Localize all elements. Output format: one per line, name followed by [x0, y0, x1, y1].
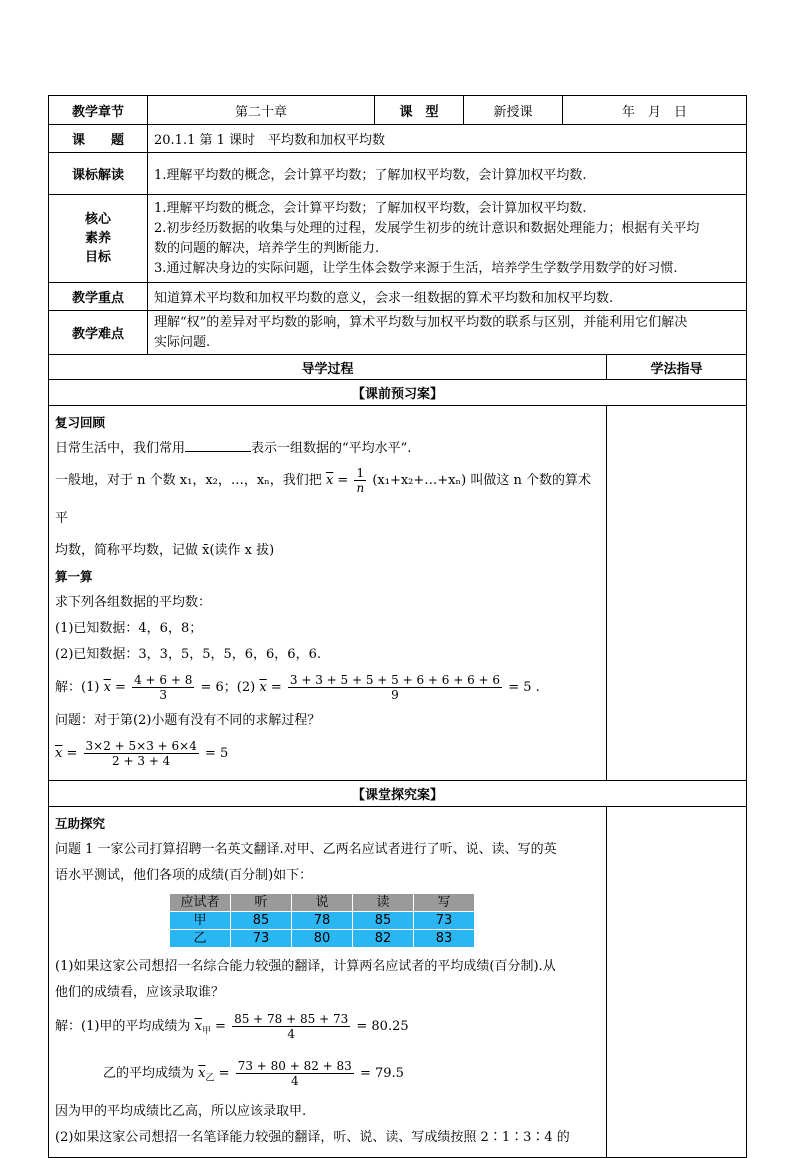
difficulty-row	[49, 311, 747, 355]
topic-label: 课 题	[49, 125, 148, 153]
review-title: 复习回顾	[55, 415, 106, 430]
preview-guide-cell	[607, 406, 747, 781]
key-point-value: 知道算术平均数和加权平均数的意义，会求一组数据的算术平均数和加权平均数.	[148, 283, 747, 311]
date-field: 年 月 日	[563, 96, 747, 125]
solution-jia: 解：(1)甲的平均成绩为 $\overline{x}_甲$ = $\frac{85 + 78 + 85 + 73}{4}$ = 80.25	[55, 1012, 409, 1041]
mean-formula: $\frac{1}{n}$	[356, 466, 365, 495]
explore-content	[49, 807, 607, 1158]
table-row: 乙 73 80 82 83	[170, 930, 475, 948]
part-1-line-2: 他们的成绩看，应该录取谁？	[55, 985, 225, 1000]
explore-title: 互助探究	[55, 816, 106, 831]
preview-section-row	[49, 380, 747, 406]
jia-fraction: $\frac{85 + 78 + 85 + 73}{4}$	[234, 1012, 349, 1041]
lesson-plan	[48, 95, 746, 1158]
standard-value: 1.理解平均数的概念，会计算平均数；了解加权平均数，会计算加权平均数.	[148, 153, 747, 195]
calc-title: 算一算	[55, 569, 93, 584]
explore-guide-cell	[607, 807, 747, 1158]
core-line-2a: 2.初步经历数据的收集与处理的过程，发展学生初步的统计意识和数据处理能力；根据有关平均	[154, 220, 700, 236]
solution-yi: 乙的平均成绩为 $\overline{x}_乙$ = $\frac{73 + 80 + 82 + 83}{4}$ = 79.5	[103, 1058, 404, 1088]
key-point-row	[49, 283, 747, 311]
review-line-1: 日常生活中，我们常用 表示一组数据的“平均水平”.	[55, 436, 600, 462]
review-line-2: 一般地，对于 n 个数 x₁，x₂，…，xₙ，我们把 $\overline{x}$ = $\frac{1}{n}$ (x₁+x₂+…+xₙ) 叫做这 n 个数的算术平	[55, 466, 591, 526]
key-point-label: 教学重点	[49, 283, 148, 311]
scores-table	[169, 893, 475, 948]
chapter-label: 教学章节	[49, 96, 148, 125]
mean-symbol: $\overline{x}$	[325, 473, 334, 488]
fill-blank[interactable]	[185, 437, 251, 452]
calc-intro: 求下列各组数据的平均数：	[55, 595, 212, 610]
topic-value: 20.1.1 第 1 课时 平均数和加权平均数	[148, 125, 747, 153]
preview-content	[49, 406, 607, 781]
chapter-value: 第二十章	[148, 96, 375, 125]
problem-1-line-2: 语水平测试，他们各项的成绩(百分制)如下：	[55, 868, 313, 883]
question-line: 问题：对于第(2)小题有没有不同的求解过程？	[55, 713, 321, 728]
core-line-3: 3.通过解决身边的实际问题，让学生体会数学来源于生活，培养学生学数学用数学的好习惯.	[154, 260, 678, 276]
difficulty-line-2: 实际问题.	[154, 334, 211, 350]
process-column-header: 导学过程	[49, 355, 607, 380]
explore-content-row	[49, 807, 747, 1158]
standard-label: 课标解读	[49, 153, 148, 195]
column-header-row	[49, 355, 747, 380]
explore-section-row	[49, 781, 747, 807]
difficulty-value	[148, 311, 747, 355]
core-line-1: 1.理解平均数的概念，会计算平均数；了解加权平均数，会计算加权平均数.	[154, 200, 587, 216]
difficulty-label: 教学难点	[49, 311, 148, 355]
problem-1-line-1: 问题 1 一家公司打算招聘一名英文翻译.对甲、乙两名应试者进行了听、说、读、写的英	[55, 842, 557, 857]
preview-content-row	[49, 406, 747, 781]
standard-row	[49, 153, 747, 195]
data-2: (2)已知数据：3，3，5，5，5，6，6，6，6.	[55, 647, 321, 662]
core-label-1: 核心	[84, 212, 111, 227]
header-row	[49, 96, 747, 125]
core-value	[148, 195, 747, 283]
part-1-line-1: (1)如果这家公司想招一名综合能力较强的翻译，计算两名应试者的平均成绩(百分制).从	[55, 959, 556, 974]
guide-column-header: 学法指导	[607, 355, 747, 380]
conclusion: 因为甲的平均成绩比乙高，所以应该录取甲.	[55, 1104, 307, 1120]
core-row	[49, 195, 747, 283]
solution-2-fraction: $\frac{3 + 3 + 5 + 5 + 5 + 6 + 6 + 6 + 6}{9}$	[289, 673, 501, 702]
alternative-solution: $\overline{x}$ = $\frac{3\times 2 + 5\times 3 + 6\times 4}{2 + 3 + 4}$ = 5	[55, 739, 229, 768]
difficulty-line-1: 理解“权”的差异对平均数的影响，算术平均数与加权平均数的联系与区别，并能利用它们解决	[154, 314, 688, 330]
review-line-3: 均数，简称平均数，记做 x̄(读作 x 拔)	[55, 543, 275, 558]
part-2-line: (2)如果这家公司想招一名笔译能力较强的翻译，听、说、读、写成绩按照 2∶1∶3∶4 的	[55, 1130, 570, 1146]
core-label-3: 目标	[84, 250, 111, 265]
preview-section-title: 【课前预习案】	[49, 380, 747, 406]
table-row: 甲 85 78 85 73	[170, 912, 475, 930]
type-label: 课 型	[375, 96, 464, 125]
core-line-2b: 数的问题的解决，培养学生的判断能力.	[154, 240, 380, 256]
type-value: 新授课	[464, 96, 563, 125]
scores-header: 应试者 听 说 读 写	[170, 894, 475, 912]
solution-line: 解：(1) $\overline{x}$ = $\frac{4 + 6 + 8}{3}$ = 6；(2) $\overline{x}$ = $\frac{3 + 3 + 5 + 5 + 5 + 6 + 6 + 6 + 6}{9}$ = 5 .	[55, 673, 540, 702]
lesson-plan-table	[48, 95, 747, 1158]
explore-section-title: 【课堂探究案】	[49, 781, 747, 807]
solution-1-fraction: $\frac{4 + 6 + 8}{3}$	[134, 673, 193, 702]
data-1: (1)已知数据：4，6，8；	[55, 621, 203, 636]
topic-row	[49, 125, 747, 153]
core-label-2: 素养	[84, 231, 111, 246]
core-label	[49, 195, 148, 283]
yi-fraction: $\frac{73 + 80 + 82 + 83}{4}$	[237, 1058, 352, 1088]
alternative-fraction: $\frac{3\times 2 + 5\times 3 + 6\times 4}{2 + 3 + 4}$	[85, 739, 197, 768]
